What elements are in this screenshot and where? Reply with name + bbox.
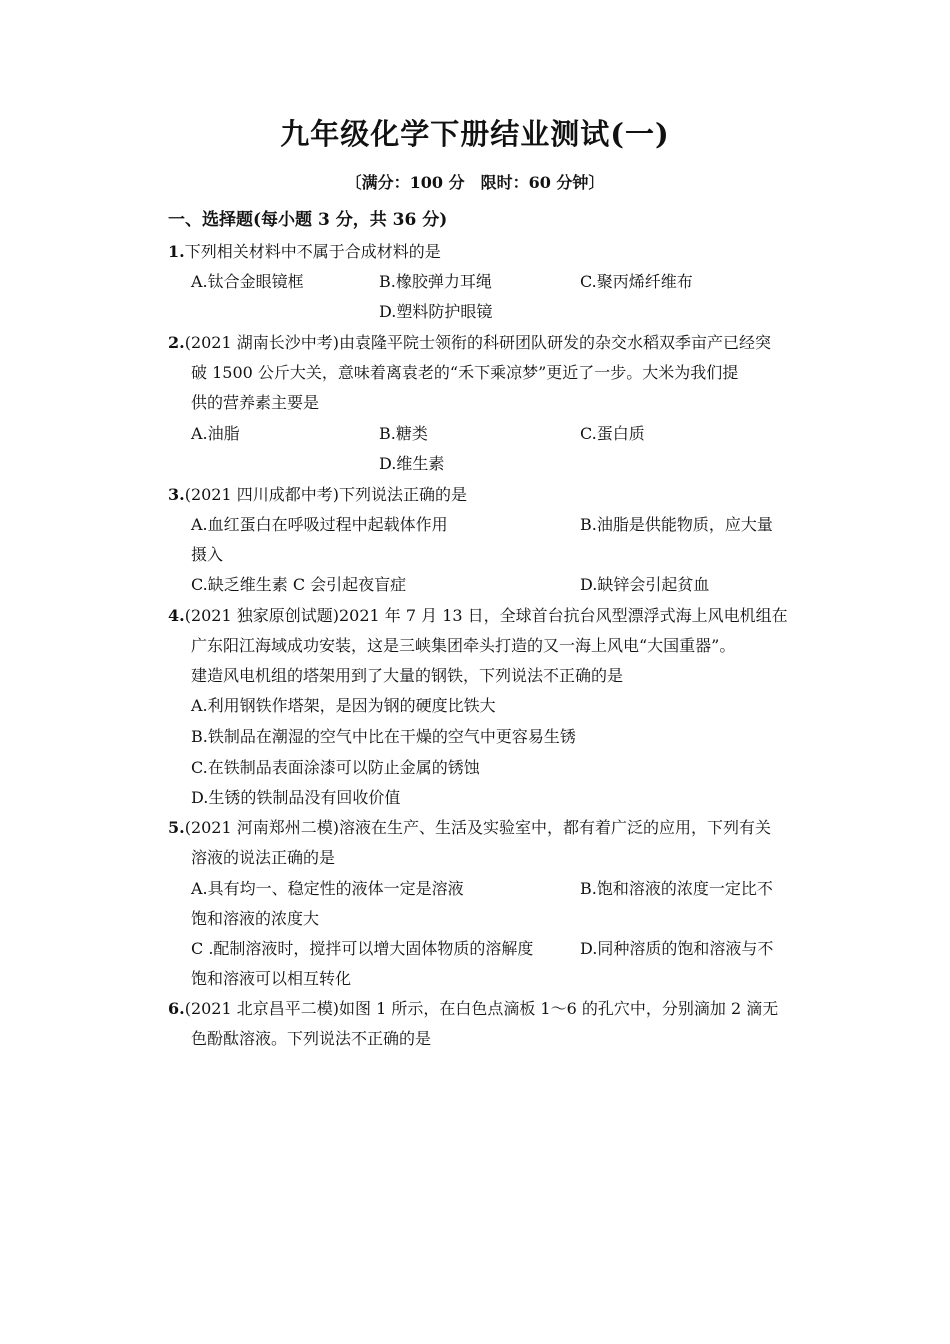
question-number: 2. xyxy=(168,333,185,352)
q1-option-b: B.橡胶弹力耳绳 xyxy=(379,272,492,291)
q5-option-b: B.饱和溶液的浓度一定比不 xyxy=(580,879,773,898)
q5-option-b-continued: 饱和溶液的浓度大 xyxy=(191,909,320,928)
question-number: 4. xyxy=(168,606,185,625)
question-stem-line: (2021 独家原创试题)2021 年 7 月 13 日，全球首台抗台风型漂浮式海上风电机组在 xyxy=(184,606,788,625)
q2-option-a: A.油脂 xyxy=(191,424,240,443)
question-stem-line: 溶液的说法正确的是 xyxy=(191,848,336,867)
section-heading: 一、选择题(每小题 3 分，共 36 分) xyxy=(168,210,448,230)
q1-option-d: D.塑料防护眼镜 xyxy=(379,302,493,321)
question-stem: (2021 四川成都中考)下列说法正确的是 xyxy=(184,485,467,504)
question-stem-line: (2021 湖南长沙中考)由袁隆平院士领衔的科研团队研发的杂交水稻双季亩产已经突 xyxy=(184,333,771,352)
question-number: 1. xyxy=(168,242,185,261)
question-5 xyxy=(168,818,771,838)
q1-option-c: C.聚丙烯纤维布 xyxy=(580,272,693,291)
question-stem-line: 供的营养素主要是 xyxy=(191,393,320,412)
question-1 xyxy=(168,242,441,262)
question-6 xyxy=(168,999,778,1019)
question-2 xyxy=(168,333,771,353)
q3-option-d: D.缺锌会引起贫血 xyxy=(580,575,710,594)
q4-option-a: A.利用钢铁作塔架，是因为钢的硬度比铁大 xyxy=(191,696,496,715)
q3-option-b-continued: 摄入 xyxy=(191,545,224,564)
question-stem-line: (2021 河南郑州二模)溶液在生产、生活及实验室中，都有着广泛的应用，下列有关 xyxy=(184,818,771,837)
question-stem-line: 广东阳江海域成功安装，这是三峡集团牵头打造的又一海上风电“大国重器”。 xyxy=(191,636,736,655)
q5-option-a: A.具有均一、稳定性的液体一定是溶液 xyxy=(191,879,464,898)
q5-option-c: C .配制溶液时，搅拌可以增大固体物质的溶解度 xyxy=(191,939,534,958)
score-time-info: 〔满分：100 分 限时：60 分钟〕 xyxy=(345,173,605,192)
page-title: 九年级化学下册结业测试(一) xyxy=(280,117,670,151)
q2-option-c: C.蛋白质 xyxy=(580,424,645,443)
q4-option-c: C.在铁制品表面涂漆可以防止金属的锈蚀 xyxy=(191,758,480,777)
question-stem: 下列相关材料中不属于合成材料的是 xyxy=(184,242,441,261)
question-number: 5. xyxy=(168,818,185,837)
question-4 xyxy=(168,606,788,626)
question-stem-line: 色酚酞溶液。下列说法不正确的是 xyxy=(191,1029,432,1048)
q4-option-d: D.生锈的铁制品没有回收价值 xyxy=(191,788,401,807)
q3-option-a: A.血红蛋白在呼吸过程中起载体作用 xyxy=(191,515,448,534)
q2-option-b: B.糖类 xyxy=(379,424,428,443)
q2-option-d: D.维生素 xyxy=(379,454,445,473)
q3-option-b: B.油脂是供能物质，应大量 xyxy=(580,515,773,534)
q5-option-d-continued: 饱和溶液可以相互转化 xyxy=(191,969,352,988)
question-stem-line: 建造风电机组的塔架用到了大量的钢铁，下列说法不正确的是 xyxy=(191,666,624,685)
question-stem-line: (2021 北京昌平二模)如图 1 所示，在白色点滴板 1～6 的孔穴中，分别滴加 2 滴无 xyxy=(184,999,779,1018)
question-number: 6. xyxy=(168,999,185,1018)
question-3 xyxy=(168,485,467,505)
q3-option-c: C.缺乏维生素 C 会引起夜盲症 xyxy=(191,575,407,594)
q4-option-b: B.铁制品在潮湿的空气中比在干燥的空气中更容易生锈 xyxy=(191,727,576,746)
q1-option-a: A.钛合金眼镜框 xyxy=(191,272,304,291)
question-number: 3. xyxy=(168,485,185,504)
q5-option-d: D.同种溶质的饱和溶液与不 xyxy=(580,939,774,958)
question-stem-line: 破 1500 公斤大关，意味着离袁老的“禾下乘凉梦”更近了一步。大米为我们提 xyxy=(191,363,739,382)
